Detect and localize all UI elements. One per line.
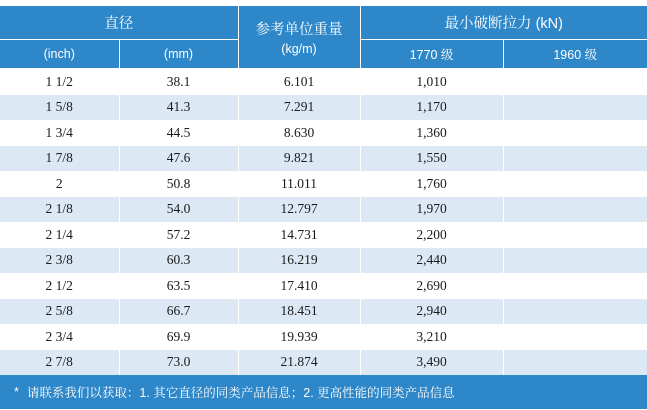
header-unit-weight-title: 参考单位重量 xyxy=(255,22,343,38)
cell-breaking-1960 xyxy=(503,324,647,350)
cell-diameter-inch: 1 1/2 xyxy=(0,69,119,95)
cell-diameter-mm: 47.6 xyxy=(119,146,238,172)
cell-unit-weight: 21.874 xyxy=(238,350,360,376)
table-row xyxy=(0,248,647,274)
cell-unit-weight: 19.939 xyxy=(238,324,360,350)
table-header-group-row xyxy=(0,6,647,40)
cell-unit-weight: 14.731 xyxy=(238,222,360,248)
cell-diameter-inch: 2 1/4 xyxy=(0,222,119,248)
cell-unit-weight: 12.797 xyxy=(238,197,360,223)
table-row xyxy=(0,324,647,350)
cell-breaking-1770: 3,210 xyxy=(360,324,503,350)
cell-breaking-1960 xyxy=(503,299,647,325)
cell-breaking-1960 xyxy=(503,222,647,248)
table-row xyxy=(0,120,647,146)
subheader-grade-1770: 1770 级 xyxy=(360,40,503,69)
cell-breaking-1770: 1,170 xyxy=(360,95,503,121)
header-diameter: 直径 xyxy=(0,6,238,40)
cell-diameter-inch: 2 5/8 xyxy=(0,299,119,325)
table-row xyxy=(0,197,647,223)
table-row xyxy=(0,350,647,376)
subheader-mm: (mm) xyxy=(119,40,238,69)
asterisk-icon: * xyxy=(14,385,19,399)
table-row xyxy=(0,299,647,325)
cell-diameter-inch: 1 3/4 xyxy=(0,120,119,146)
cell-diameter-mm: 41.3 xyxy=(119,95,238,121)
footnote-text: 请联系我们以获取：1. 其它直径的同类产品信息；2. 更高性能的同类产品信息 xyxy=(26,386,455,400)
cell-unit-weight: 17.410 xyxy=(238,273,360,299)
table-footnote xyxy=(0,375,647,409)
header-unit-weight-units: (kg/m) xyxy=(281,42,317,56)
cell-diameter-inch: 2 xyxy=(0,171,119,197)
cell-breaking-1770: 1,550 xyxy=(360,146,503,172)
cell-breaking-1770: 1,760 xyxy=(360,171,503,197)
cell-diameter-inch: 2 3/8 xyxy=(0,248,119,274)
subheader-grade-1960: 1960 级 xyxy=(503,40,647,69)
table-row xyxy=(0,69,647,95)
cell-breaking-1770: 1,360 xyxy=(360,120,503,146)
cell-diameter-inch: 2 7/8 xyxy=(0,350,119,376)
cell-diameter-inch: 1 7/8 xyxy=(0,146,119,172)
cell-diameter-mm: 38.1 xyxy=(119,69,238,95)
cell-breaking-1960 xyxy=(503,120,647,146)
cell-diameter-mm: 57.2 xyxy=(119,222,238,248)
table-row xyxy=(0,273,647,299)
cell-breaking-1960 xyxy=(503,248,647,274)
table-body xyxy=(0,69,647,376)
cell-unit-weight: 18.451 xyxy=(238,299,360,325)
header-unit-weight xyxy=(238,6,360,69)
cell-diameter-mm: 69.9 xyxy=(119,324,238,350)
cell-unit-weight: 9.821 xyxy=(238,146,360,172)
cell-diameter-mm: 50.8 xyxy=(119,171,238,197)
subheader-inch: (inch) xyxy=(0,40,119,69)
cell-breaking-1960 xyxy=(503,273,647,299)
cell-breaking-1960 xyxy=(503,197,647,223)
table-row xyxy=(0,146,647,172)
table-row xyxy=(0,171,647,197)
cell-diameter-inch: 2 1/2 xyxy=(0,273,119,299)
cell-breaking-1770: 2,200 xyxy=(360,222,503,248)
cell-unit-weight: 7.291 xyxy=(238,95,360,121)
cell-diameter-mm: 60.3 xyxy=(119,248,238,274)
cell-diameter-mm: 63.5 xyxy=(119,273,238,299)
rope-specification-table xyxy=(0,6,647,375)
cell-breaking-1770: 2,440 xyxy=(360,248,503,274)
cell-breaking-1770: 2,690 xyxy=(360,273,503,299)
cell-diameter-inch: 1 5/8 xyxy=(0,95,119,121)
cell-unit-weight: 16.219 xyxy=(238,248,360,274)
cell-diameter-mm: 66.7 xyxy=(119,299,238,325)
cell-unit-weight: 11.011 xyxy=(238,171,360,197)
cell-breaking-1770: 1,010 xyxy=(360,69,503,95)
cell-breaking-1960 xyxy=(503,350,647,376)
cell-breaking-1960 xyxy=(503,171,647,197)
cell-breaking-1770: 1,970 xyxy=(360,197,503,223)
cell-diameter-mm: 73.0 xyxy=(119,350,238,376)
cell-breaking-1770: 3,490 xyxy=(360,350,503,376)
table-row xyxy=(0,95,647,121)
cell-diameter-mm: 54.0 xyxy=(119,197,238,223)
cell-unit-weight: 8.630 xyxy=(238,120,360,146)
cell-breaking-1770: 2,940 xyxy=(360,299,503,325)
header-breaking-force: 最小破断拉力 (kN) xyxy=(360,6,647,40)
cell-breaking-1960 xyxy=(503,146,647,172)
cell-diameter-inch: 2 3/4 xyxy=(0,324,119,350)
cell-breaking-1960 xyxy=(503,69,647,95)
cell-diameter-mm: 44.5 xyxy=(119,120,238,146)
cell-breaking-1960 xyxy=(503,95,647,121)
cell-unit-weight: 6.101 xyxy=(238,69,360,95)
table-row xyxy=(0,222,647,248)
cell-diameter-inch: 2 1/8 xyxy=(0,197,119,223)
